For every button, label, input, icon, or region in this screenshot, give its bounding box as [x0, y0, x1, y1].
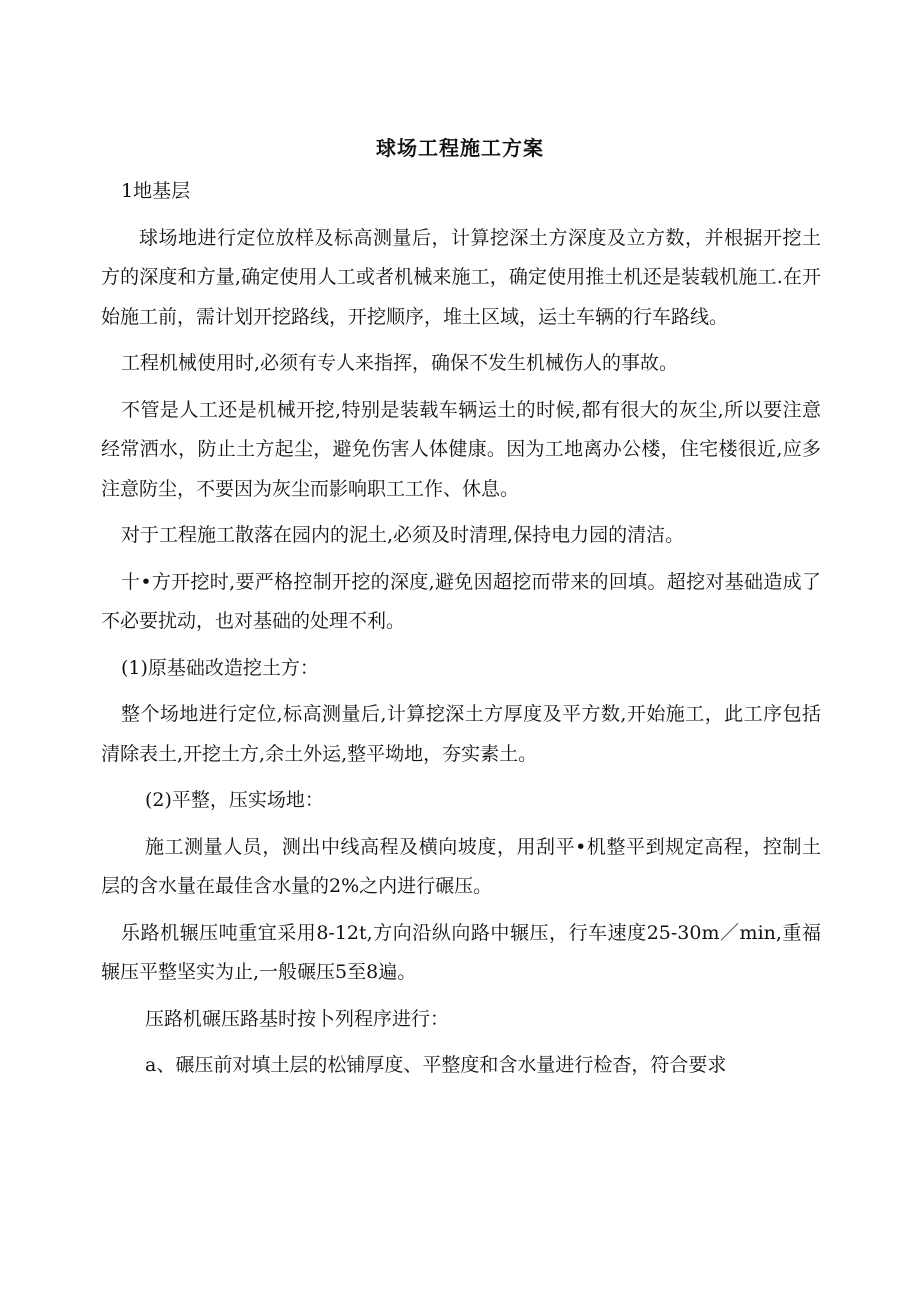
section-heading: 1地基层: [121, 180, 191, 202]
subsection-heading: (1)原基础改造挖土方：: [121, 656, 319, 679]
paragraph: 压路机碾压路基时按卜列程序进行：: [145, 1007, 450, 1030]
paragraph: 乐路机辗压吨重宜采用8-12t,方向沿纵向路中辗压，行车速度25-30m／min,重福辗压平整坚实为止,一般碾压5至8遍。: [101, 921, 821, 983]
document-title: 球场工程施工方案: [376, 136, 544, 160]
paragraph: 对于工程施工散落在园内的泥土,必须及时清理,保持电力园的清洁。: [121, 524, 685, 546]
paragraph: 工程机械使用时,必须有专人来指挥，确保不发生机械伤人的事故。: [121, 352, 679, 374]
paragraph: 施工测量人员，测出中线高程及横向坡度，用刮平•机整平到规定高程，控制土层的含水量在最佳含水量的2%之内进行碾压。: [101, 835, 821, 897]
paragraph: 球场地进行定位放样及标高测量后，计算挖深土方深度及立方数，并根据开挖土方的深度和方量,确定使用人工或者机械来施工，确定使用推土机还是装载机施工.在开始施工前，需计划开挖路线，开挖顺序，堆土区域，运土车辆的行车路线。: [101, 226, 821, 328]
paragraph: a、碾压前对填土层的松铺厚度、平整度和含水量进行检杳，符合要求: [145, 1054, 727, 1076]
subsection-heading: (2)平整，压实场地：: [145, 789, 324, 811]
paragraph: 不管是人工还是机械开挖,特别是装载车辆运土的时候,都有很大的灰尘,所以要注意经常洒水，防止土方起尘，避免伤害人体健康。因为工地离办公楼，住宅楼很近,应多注意防尘，不要因为灰尘而影响职工工作、休息。: [101, 398, 821, 500]
paragraph: 整个场地进行定位,标高测量后,计算挖深土方厚度及平方数,开始施工，此工序包括清除表土,开挖土方,余土外运,整平坳地，夯实素土。: [101, 703, 821, 765]
paragraph: 十•方开挖时,要严格控制开挖的深度,避免因超挖而带来的回填。超挖对基础造成了不必要扰动，也对基础的处理不利。: [101, 570, 821, 632]
document-body: [101, 172, 821, 1093]
